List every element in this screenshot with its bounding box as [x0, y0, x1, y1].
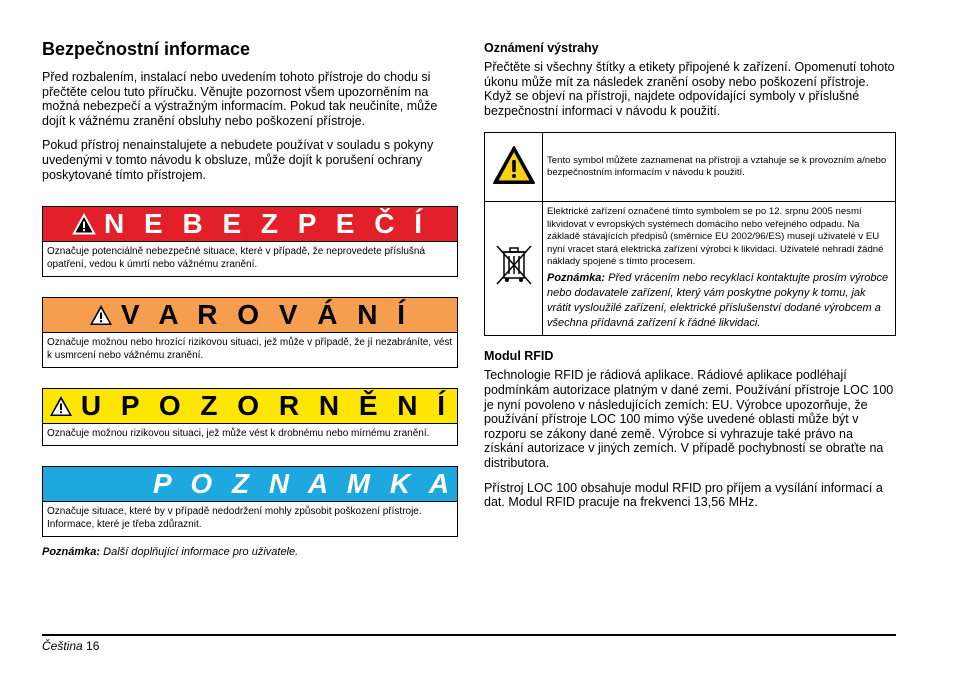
warning-triangle-icon	[49, 395, 73, 417]
rfid-paragraph-1: Technologie RFID je rádiová aplikace. Rádiové aplikace podléhají podmínkám autorizace platným v dané zemi. Používání přístroje LOC 100 je nyní povoleno v následujících zemích: EU. Výrobce upozorňuje, že používání přístroje LOC 100 mimo výše uvedené oblasti může být v rozporu se zákony dané země. Výrobce si vyhrazuje také právo na získání autorizace v jiných zemích. V případě pochybností se obraťte na distributora.	[484, 368, 894, 470]
notice-box	[42, 466, 458, 537]
note-line	[42, 545, 458, 559]
warning-header	[43, 298, 457, 333]
danger-header	[43, 207, 457, 242]
warning-label: V A R O V Á N Í	[120, 299, 412, 331]
icon-cell	[485, 202, 543, 336]
right-column	[484, 40, 896, 520]
rfid-paragraph-2: Přístroj LOC 100 obsahuje modul RFID pro příjem a vysílání informací a dat. Modul RFID pracuje na frekvenci 13,56 MHz.	[484, 480, 883, 510]
symbol-description: Tento symbol můžete zaznamenat na přístroji a vztahuje se k provozním a/nebo bezpečnostním informacím v návodu k použití.	[543, 133, 896, 202]
notice-label: P O Z N A M K A	[153, 468, 456, 500]
footer-page-number: 16	[82, 639, 100, 653]
table-row	[485, 202, 896, 336]
danger-text: Označuje potenciálně nebezpečné situace, které v případě, že neprovedete příslušná opatření, vedou k úmrtí nebo vážnému zranění.	[47, 246, 426, 271]
footer-language: Čeština	[42, 639, 83, 653]
weee-note-text: Před vrácením nebo recyklací kontaktujte prosím výrobce nebo dodavatele zařízení, který vám poskytne pokyny k tomu, jak vrátit vysloužilé zařízení, elektrické příslušenství dodané výrobcem a všechna přídavná zařízení k řádné likvidaci.	[547, 272, 889, 330]
symbol-description	[543, 202, 896, 336]
section-title: Bezpečnostní informace	[42, 39, 251, 59]
warning-triangle-icon	[72, 213, 96, 235]
warning-triangle-icon	[89, 304, 113, 326]
crossed-bin-icon	[494, 242, 534, 290]
danger-label: N E B E Z P E Č Í	[104, 208, 428, 240]
weee-note-label: Poznámka:	[547, 272, 606, 285]
caution-text: Označuje možnou rizikovou situaci, jež může vést k drobnému nebo mírnému zranění.	[47, 428, 430, 440]
danger-box	[42, 206, 458, 277]
caution-header	[43, 389, 457, 424]
caution-box	[42, 388, 458, 446]
notice-text: Označuje situace, které by v případě nedodržení mohly způsobit poškození přístroje. Informace, které je třeba zdůraznit.	[47, 506, 422, 531]
warning-triangle-icon	[492, 145, 536, 185]
intro-paragraph: Před rozbalením, instalací nebo uvedením tohoto přístroje do chodu si přečtěte celou tuto příručku. Věnujte pozornost všem upozorněním na možná nebezpečí a výstražným informacím. Pokud tak neučiníte, může dojít k vážnému zranění obsluhy nebo poškození přístroje.	[42, 70, 438, 128]
weee-text: Elektrické zařízení označené tímto symbolem se po 12. srpnu 2005 nesmí likvidovat v evropských systémech domácího nebo veřejného odpadu. Na základě stávajících předpisů (směrnice EU 2002/96/ES) musejí uživatelé v EU nyní vracet stará elektrická zařízení výrobci k likvidaci. Uživatelé nehradí žádné náklady spojené s tímto procesem.	[547, 206, 884, 267]
table-row	[485, 133, 896, 202]
rfid-title: Modul RFID	[484, 349, 554, 364]
warning-box	[42, 297, 458, 368]
notice-header	[43, 467, 457, 502]
note-label: Poznámka:	[42, 546, 101, 559]
caution-label: U P O Z O R N Ě N Í	[80, 390, 452, 422]
footer-divider	[42, 634, 896, 636]
footer	[42, 639, 99, 653]
warnings-title: Oznámení výstrahy	[484, 41, 599, 55]
warning-text: Označuje možnou nebo hrozící rizikovou situaci, jež může v případě, že jí nezabráníte, vést k usmrcení nebo vážnému zranění.	[47, 337, 453, 362]
icon-cell	[485, 133, 543, 202]
protection-paragraph: Pokud přístroj nenainstalujete a nebudete používat v souladu s pokyny uvedenými v tomto návodu k obsluze, může dojít k porušení ochrany poskytované tímto přístrojem.	[42, 138, 434, 182]
left-column	[42, 38, 458, 559]
symbols-table	[484, 132, 896, 336]
weee-note	[547, 271, 891, 331]
warnings-paragraph: Přečtěte si všechny štítky a etikety připojené k zařízení. Opomenutí tohoto úkonu může mít za následek zranění osoby nebo poškození přístroje. Když se objeví na přístroji, najdete odpovídající symboly v příslušné bezpečnostní informaci v návodu k použití.	[484, 60, 895, 118]
note-text: Další doplňující informace pro uživatele.	[100, 546, 299, 559]
